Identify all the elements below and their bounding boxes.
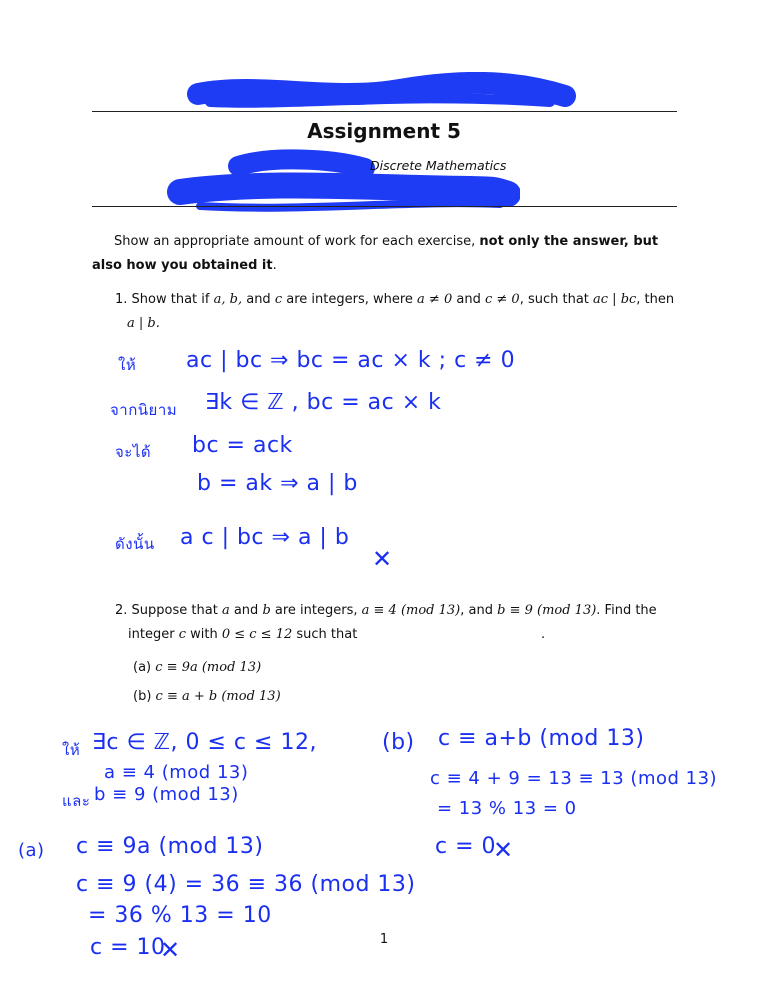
answer-2b-label: (b) (382, 730, 415, 755)
answer-2b-end-mark: ✕ (493, 836, 514, 864)
answer-2-given-2: a ≡ 4 (mod 13) (104, 762, 249, 783)
problem-2-text: 2. Suppose that a and b are integers, a ≡ 4 (mod 13), and b ≡ 9 (mod 13). Find the (115, 603, 657, 618)
answer-1-line-4: b = ak ⇒ a | b (197, 471, 358, 496)
answer-2a-line-2: c ≡ 9 (4) = 36 ≡ 36 (mod 13) (76, 872, 416, 897)
answer-1-line-2: ∃k ∈ ℤ , bc = ac × k (205, 390, 442, 415)
problem-2-text-line-2: integer c with 0 ≤ c ≤ 12 such that (128, 627, 358, 642)
answer-2-label-given: ให้ (62, 741, 81, 759)
header-rule-bottom (92, 206, 677, 207)
answer-2b-line-3: = 13 % 13 = 0 (437, 798, 577, 819)
answer-2a-end-mark: ✕ (160, 936, 181, 964)
problem-2-number: 2. (115, 603, 128, 618)
page-title: Assignment 5 (307, 119, 461, 143)
answer-2a-label: (a) (18, 840, 45, 861)
answer-2a-line-3: = 36 % 13 = 10 (88, 903, 272, 928)
answer-1-label-therefore: ดังนั้น (115, 535, 155, 553)
instructions (92, 230, 677, 278)
problem-1-conclusion: a | b. (127, 316, 160, 331)
problem-2-part-b: (b) c ≡ a + b (mod 13) (133, 689, 281, 704)
redaction-scribble-top (180, 72, 580, 112)
answer-1-line-1: ac | bc ⇒ bc = ac × k ; c ≠ 0 (186, 348, 516, 373)
problem-1-number: 1. (115, 292, 128, 307)
problem-2-part-a: (a) c ≡ 9a (mod 13) (133, 660, 262, 675)
answer-2a-line-4: c = 10 (90, 935, 166, 960)
answer-2-given-1: ∃c ∈ ℤ, 0 ≤ c ≤ 12, (92, 730, 317, 755)
instructions-emphasis: not only the answer, but also how you obtained it (92, 234, 659, 273)
answer-1-line-5: a c | bc ⇒ a | b (180, 525, 350, 550)
problem-2-dot: . (541, 627, 546, 642)
course-name: Discrete Mathematics (370, 158, 507, 173)
answer-2a-line-1: c ≡ 9a (mod 13) (76, 834, 264, 859)
answer-2b-line-1: c ≡ a+b (mod 13) (438, 726, 645, 751)
instructions-text: Show an appropriate amount of work for each exercise, (114, 234, 480, 249)
answer-2b-line-2: c ≡ 4 + 9 = 13 ≡ 13 (mod 13) (430, 768, 718, 789)
answer-1-label-given: ให้ (118, 356, 137, 374)
instructions-end: . (272, 258, 277, 273)
problem-1-text: 1. Show that if a, b, and c are integers, where a ≠ 0 and c ≠ 0, such that ac | bc, then (115, 292, 675, 307)
answer-1-label-get: จะได้ (115, 443, 152, 461)
answer-1-end-mark: ✕ (372, 545, 393, 573)
answer-2-given-3: b ≡ 9 (mod 13) (94, 784, 239, 805)
answer-1-line-3: bc = ack (192, 433, 293, 458)
answer-1-label-definition: จากนิยาม (110, 401, 178, 419)
page-number: 1 (379, 932, 389, 947)
header-rule-top (92, 111, 677, 112)
answer-2b-line-4: c = 0 (435, 834, 497, 859)
answer-2-label-and: และ (62, 792, 91, 810)
